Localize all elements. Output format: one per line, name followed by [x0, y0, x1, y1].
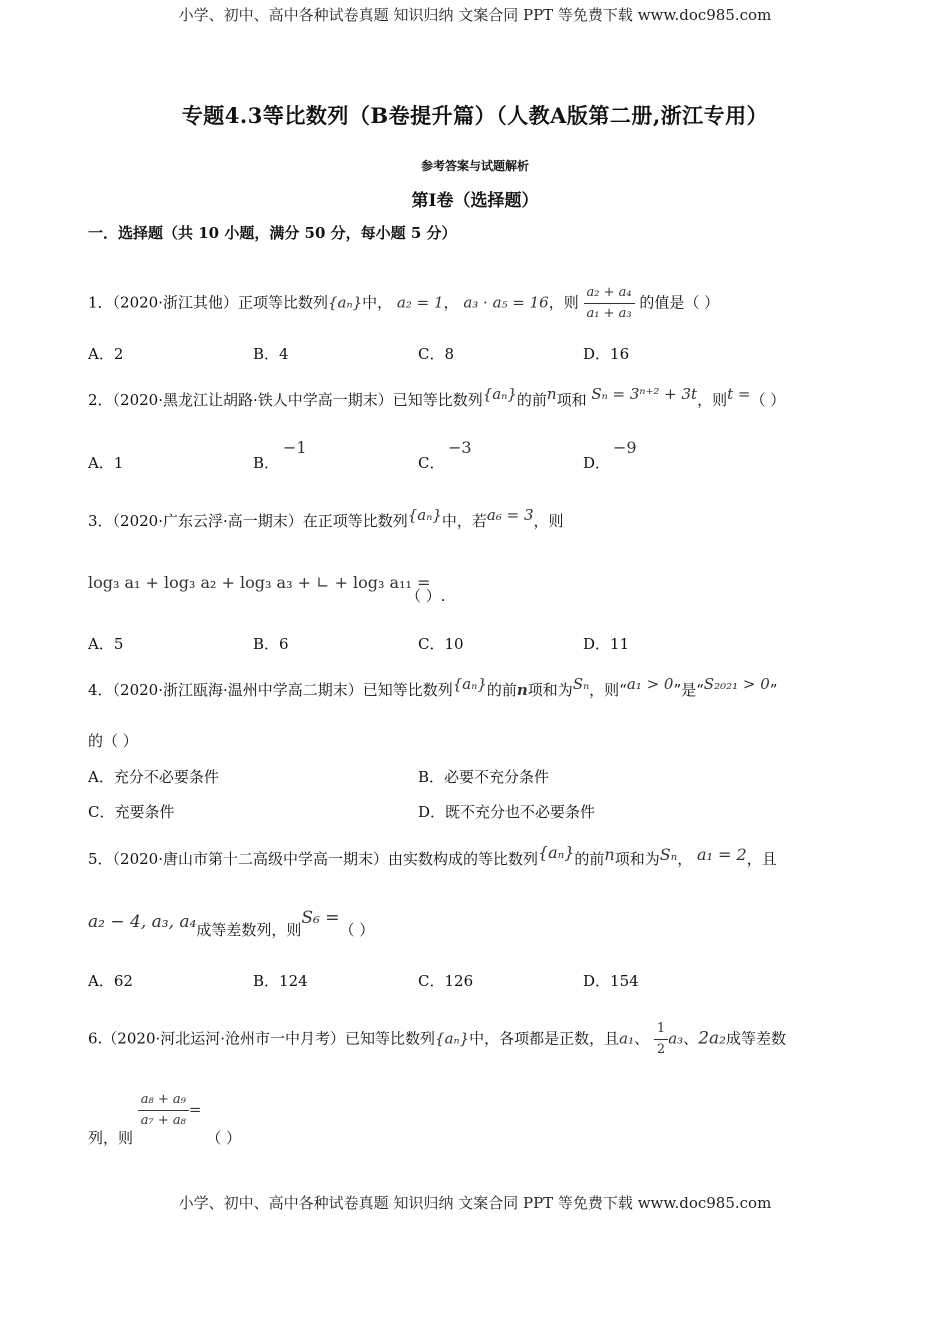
- q6-fraction: [138, 1090, 189, 1131]
- q1-option-c: C．8: [418, 345, 455, 363]
- q3-option-d: D．11: [583, 635, 630, 653]
- q4-option-b: B．必要不充分条件: [418, 768, 550, 786]
- q5-suffix: （ ）: [339, 921, 375, 939]
- q2-option-b: B．: [253, 454, 280, 472]
- q5-text-2: 项和为: [614, 850, 660, 868]
- q2-option-a: A．1: [88, 454, 124, 472]
- q1-sep: ，: [443, 293, 459, 312]
- q2-sequence: {aₙ}: [482, 385, 517, 403]
- q1-sequence: {aₙ}: [328, 293, 363, 312]
- q6-term-2: a₃: [668, 1029, 684, 1048]
- q2-t: t =: [727, 385, 751, 403]
- q5-condition: a₁ = 2: [696, 845, 747, 864]
- q4-sum: Sₙ: [572, 675, 590, 693]
- q3-option-a: A．5: [88, 635, 124, 653]
- q6-sep-1: 、: [634, 1029, 650, 1048]
- question-3: [88, 506, 564, 531]
- q6-half-numerator: 1: [654, 1019, 668, 1040]
- q2-n: n: [546, 385, 557, 403]
- q1-option-b: B．4: [253, 345, 289, 363]
- q3-option-c: C．10: [418, 635, 464, 653]
- q1-text: 中，: [362, 293, 393, 312]
- q1-prefix: 1．（2020·浙江其他）正项等比数列: [88, 293, 328, 312]
- q2-option-d-value: −9: [613, 438, 637, 457]
- q1-fraction-numerator: a₂ + a₄: [584, 283, 635, 304]
- q1-suffix: 的值是（ ）: [639, 293, 720, 312]
- q5-n: n: [604, 845, 615, 864]
- q1-fraction: [584, 283, 635, 324]
- q6-text-2: 成等差数: [725, 1029, 786, 1048]
- q4-text-4: ”是“: [673, 681, 704, 699]
- q2-option-c-value: −3: [448, 438, 472, 457]
- q4-option-a: A．充分不必要条件: [88, 768, 219, 786]
- q4-text-5: ”: [769, 681, 778, 699]
- q1-text-2: ，则: [548, 293, 579, 312]
- question-6: [88, 1019, 786, 1060]
- q5-text: 的前: [574, 850, 605, 868]
- q6-prefix: 6.（2020·河北运河·沧州市一中月考）已知等比数列: [88, 1029, 436, 1048]
- page-footer: 小学、初中、高中各种试卷真题 知识归纳 文案合同 PPT 等免费下载 www.doc985.com: [178, 1194, 772, 1212]
- q2-text: 的前: [516, 391, 547, 409]
- q4-text: 的前: [486, 681, 517, 699]
- q3-expression-line: [88, 573, 430, 593]
- q5-option-d: D．154: [583, 972, 639, 990]
- q4-option-d: D．既不充分也不必要条件: [418, 803, 596, 821]
- document-title: 专题4.3等比数列（B卷提升篇）（人教A版第二册,浙江专用）: [181, 103, 769, 128]
- q4-condition-2: S₂₀₂₁ > 0: [703, 675, 770, 693]
- q5-s6: S₆ =: [301, 908, 340, 928]
- q1-condition-2: a₃ · a₅ = 16: [463, 293, 549, 312]
- q4-condition-1: a₁ > 0: [626, 675, 674, 693]
- q2-text-3: ，则: [697, 391, 728, 409]
- q5-text-5: 成等差数列，则: [196, 921, 302, 939]
- q2-sum-formula: Sₙ = 3ⁿ⁺² + 3t: [591, 385, 698, 403]
- q3-prefix: 3．（2020·广东云浮·高一期末）在正项等比数列: [88, 512, 408, 530]
- q6-fraction-numerator: a₈ + a₉: [138, 1090, 189, 1111]
- section-heading: 第Ⅰ卷（选择题）: [411, 191, 539, 211]
- q6-half-fraction: [654, 1019, 668, 1060]
- q5-line-2: [88, 908, 375, 940]
- q3-sequence: {aₙ}: [407, 506, 442, 524]
- q4-text-3: ，则“: [589, 681, 627, 699]
- q4-n: n: [516, 681, 528, 699]
- q3-text-2: ，则: [533, 512, 564, 530]
- q6-fraction-denominator: a₇ + a₈: [140, 1113, 186, 1128]
- q6-term-3: 2a₂: [698, 1028, 726, 1049]
- q5-text-3: ，: [677, 850, 693, 868]
- q1-option-d: D．16: [583, 345, 630, 363]
- q4-prefix: 4．（2020·浙江瓯海·温州中学高二期末）已知等比数列: [88, 681, 453, 699]
- q4-sequence: {aₙ}: [452, 675, 487, 693]
- q6-term-1: a₁: [619, 1029, 635, 1048]
- q1-option-a: A．2: [88, 345, 124, 363]
- question-4: [88, 675, 778, 700]
- q6-line-2: [88, 1090, 242, 1147]
- q2-text-2: 项和: [556, 391, 587, 409]
- q4-text-2: 项和为: [527, 681, 573, 699]
- q6-sep-2: 、: [683, 1029, 699, 1048]
- part-heading: 一．选择题（共 10 小题，满分 50 分，每小题 5 分）: [88, 224, 457, 242]
- q3-expression: log₃ a₁ + log₃ a₂ + log₃ a₃ + ∟ + log₃ a₁₁ =: [88, 573, 431, 592]
- q2-option-d: D．: [583, 454, 611, 472]
- q3-condition: a₆ = 3: [486, 506, 534, 524]
- q3-text: 中，若: [441, 512, 487, 530]
- q5-sum: Sₙ: [659, 845, 678, 864]
- q5-option-a: A．62: [88, 972, 133, 990]
- q5-prefix: 5．（2020·唐山市第十二高级中学高一期末）由实数构成的等比数列: [88, 850, 538, 868]
- q6-half-denominator: 2: [656, 1042, 666, 1057]
- q6-text: 中，各项都是正数，且: [469, 1029, 620, 1048]
- q5-expression: a₂ − 4, a₃, a₄: [88, 912, 197, 932]
- q5-text-4: ，且: [746, 850, 777, 868]
- q2-option-c: C．: [418, 454, 445, 472]
- document-subtitle: 参考答案与试题解析: [420, 159, 529, 173]
- question-2: [88, 385, 786, 410]
- q1-fraction-denominator: a₁ + a₃: [586, 306, 632, 321]
- q4-option-c: C．充要条件: [88, 803, 175, 821]
- q3-suffix: （ ）.: [406, 587, 446, 605]
- q2-prefix: 2．（2020·黑龙江让胡路·铁人中学高一期末）已知等比数列: [88, 391, 483, 409]
- question-1: [88, 283, 719, 324]
- q6-suffix: （ ）: [206, 1128, 242, 1147]
- page-header: 小学、初中、高中各种试卷真题 知识归纳 文案合同 PPT 等免费下载 www.doc985.com: [178, 6, 772, 24]
- q5-sequence: {aₙ}: [538, 843, 575, 862]
- q4-line-2: 的（ ）: [88, 732, 138, 750]
- q2-suffix: （ ）: [750, 391, 786, 409]
- q1-condition-1: a₂ = 1: [396, 293, 444, 312]
- q3-option-b: B．6: [253, 635, 289, 653]
- q6-sequence: {aₙ}: [435, 1029, 470, 1048]
- question-5: [88, 843, 777, 869]
- q6-equals: =: [188, 1100, 202, 1119]
- q5-option-c: C．126: [418, 972, 474, 990]
- q2-option-b-value: −1: [283, 438, 307, 457]
- q5-option-b: B．124: [253, 972, 308, 990]
- q6-text-3: 列，则: [88, 1128, 134, 1147]
